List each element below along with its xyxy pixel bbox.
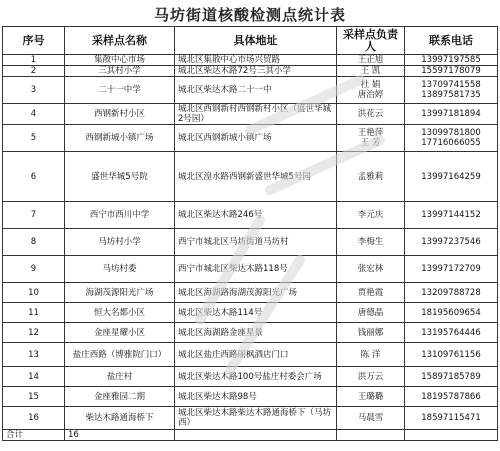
cell-site: 西宁市西川中学 [65,202,175,229]
cell-person [337,202,405,229]
cell-person [337,229,405,256]
header-person: 采样点负责人 [337,27,405,55]
phone-number: 13997144152 [421,210,481,220]
table-row [3,407,498,430]
person-name: 王 凯 [360,66,381,76]
person-name: 王艳萍 [357,128,384,138]
cell-phone [405,202,498,229]
cell-site: 柴达木路通海桥下 [65,407,175,430]
cell-site: 盐庄西路（博雅院门口） [65,343,175,367]
table-row [3,303,498,323]
total-row [3,430,498,441]
cell-site: 西钢新城小镇广场 [65,125,175,152]
person-name: 王 芳 [360,138,381,148]
total-count: 16 [65,430,175,441]
table-row [3,367,498,387]
cell-site: 集散中心市场 [65,55,175,66]
person-name: 王正旭 [357,55,384,65]
cell-address: 城北区柴达木路二十一中 [175,77,337,104]
phone-number: 13709741558 [421,80,481,90]
cell-address: 城北区湟水路西钢新盛世华城5号园 [175,152,337,202]
cell-site: 盐庄村 [65,367,175,387]
cell-no: 6 [3,152,65,202]
cell-person [337,283,405,303]
person-name: 贾艳霞 [357,287,384,298]
table-row [3,283,498,303]
phone-number: 13997181894 [421,109,481,119]
cell-person [337,407,405,430]
table-row [3,77,498,104]
person-name: 陈 洋 [360,349,381,360]
total-label: 合计 [3,430,65,441]
cell-address: 城北区柴达木路100号盐庄村委会广场 [175,367,337,387]
phone-number: 13997172709 [421,264,481,274]
cell-address: 城北区柴达木路98号 [175,387,337,407]
cell-no: 1 [3,55,65,66]
person-name: 李元庆 [357,210,384,220]
cell-address: 城北区柴达木路246号 [175,202,337,229]
cell-address: 城北区西钢新村西钢新村小区（盛世华城2号园） [175,104,337,125]
cell-phone [405,125,498,152]
cell-no: 2 [3,66,65,77]
cell-site: 马坊村委 [65,256,175,283]
cell-address: 城北区西钢新城小镇广场 [175,125,337,152]
cell-site: 盛世华城5号院 [65,152,175,202]
cell-site: 金座雅园二期 [65,387,175,407]
cell-person [337,303,405,323]
phone-number: 13209788728 [421,287,481,298]
person-name: 洪万云 [357,371,384,382]
cell-site: 西钢新村小区 [65,104,175,125]
cell-no: 14 [3,367,65,387]
cell-site: 海湖茂源阳光广场 [65,283,175,303]
cell-no: 12 [3,323,65,343]
cell-person [337,343,405,367]
table-row [3,343,498,367]
table-row [3,66,498,77]
phone-number: 17716066055 [421,138,481,148]
cell-phone [405,229,498,256]
cell-address: 城北区集散中心市场兴贸路 [175,55,337,66]
cell-address: 城北区海湖路金座星景 [175,323,337,343]
cell-site: 恒大名都小区 [65,303,175,323]
cell-person [337,367,405,387]
phone-number: 13099781800 [421,128,481,138]
cell-phone [405,367,498,387]
cell-person [337,77,405,104]
table-row [3,152,498,202]
cell-person [337,55,405,66]
cell-address: 城北区柴达木路柴达木路通海桥下（马坊西） [175,407,337,430]
phone-number: 18597115471 [421,413,481,423]
cell-phone [405,55,498,66]
header-no: 序号 [3,27,65,55]
cell-person [337,125,405,152]
person-name: 李梅生 [357,237,384,247]
phone-number: 18195787866 [421,391,481,402]
cell-no: 4 [3,104,65,125]
cell-phone [405,323,498,343]
person-name: 张宏林 [357,264,384,274]
person-name: 唐德晶 [357,307,384,318]
cell-phone [405,104,498,125]
cell-phone [405,387,498,407]
total-empty-3 [405,430,498,441]
cell-phone [405,407,498,430]
cell-person [337,66,405,77]
cell-no: 10 [3,283,65,303]
sampling-sites-table [2,26,498,441]
phone-number: 18195609654 [421,307,481,318]
cell-phone [405,256,498,283]
phone-number: 13997164259 [421,171,481,182]
table-row [3,387,498,407]
cell-phone [405,77,498,104]
table-row [3,104,498,125]
person-name: 钱丽娜 [357,327,384,338]
cell-no: 8 [3,229,65,256]
page-title: 马坊街道核酸检测点统计表 [153,6,346,24]
header-address: 具体地址 [175,27,337,55]
table-row [3,125,498,152]
cell-no: 7 [3,202,65,229]
cell-person [337,256,405,283]
cell-site: 马坊村小学 [65,229,175,256]
cell-no: 3 [3,77,65,104]
cell-address: 城北区盐庄西路丽枫酒店门口 [175,343,337,367]
cell-person [337,152,405,202]
cell-no: 5 [3,125,65,152]
phone-number: 15597178079 [421,66,481,76]
person-name: 唐治婷 [357,90,384,100]
table-row [3,256,498,283]
header-site: 采样点名称 [65,27,175,55]
cell-person [337,104,405,125]
cell-site: 金座星耀小区 [65,323,175,343]
phone-number: 13997237546 [421,237,481,247]
phone-number: 13897581735 [421,90,481,100]
cell-address: 西宁市城北区柴达木路118号 [175,256,337,283]
cell-address: 西宁市城北区马坊街道马坊村 [175,229,337,256]
person-name: 洪花云 [357,109,384,119]
table-row [3,323,498,343]
cell-phone [405,66,498,77]
table-row [3,55,498,66]
phone-number: 13997197585 [421,55,481,65]
phone-number: 13195764446 [421,327,481,338]
cell-person [337,387,405,407]
cell-site: 三其村小学 [65,66,175,77]
person-name: 马晨雪 [357,413,384,423]
cell-address: 城北区柴达木路114号 [175,303,337,323]
person-name: 杜 娟 [360,80,381,90]
cell-phone [405,283,498,303]
header-phone: 联系电话 [405,27,498,55]
header-row [3,27,498,55]
cell-site: 二十一中学 [65,77,175,104]
table-row [3,229,498,256]
cell-no: 11 [3,303,65,323]
cell-no: 15 [3,387,65,407]
table-row [3,202,498,229]
cell-address: 城北区海湖路海湖茂源阳光广场 [175,283,337,303]
total-empty-1 [175,430,337,441]
phone-number: 15897185789 [421,371,481,382]
cell-phone [405,303,498,323]
cell-phone [405,152,498,202]
total-empty-2 [337,430,405,441]
cell-address: 城北区柴达木路72号三其小学 [175,66,337,77]
cell-no: 9 [3,256,65,283]
cell-person [337,323,405,343]
phone-number: 13109761156 [421,349,481,360]
person-name: 孟雅莉 [357,171,384,182]
cell-phone [405,343,498,367]
cell-no: 13 [3,343,65,367]
person-name: 王璐璐 [357,391,384,402]
cell-no: 16 [3,407,65,430]
